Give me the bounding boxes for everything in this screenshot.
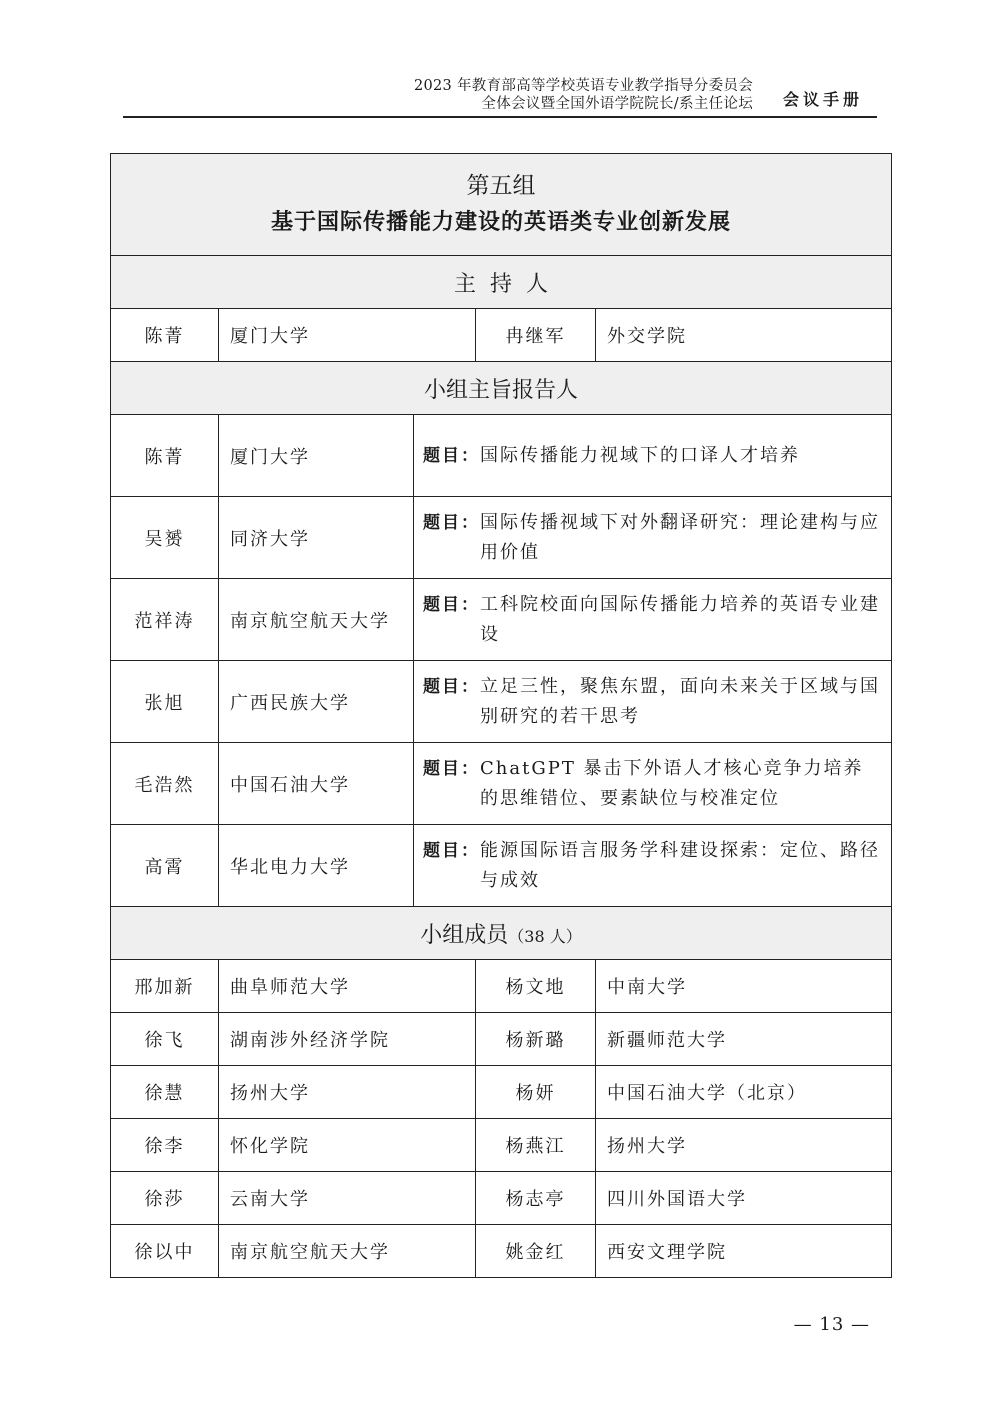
- topic-text: 国际传播能力视域下的口译人才培养: [480, 444, 800, 466]
- header-title: [414, 77, 753, 113]
- speaker-topic: [414, 661, 892, 743]
- member-row: [111, 1172, 892, 1225]
- member-row: [111, 1066, 892, 1119]
- host-unit: 厦门大学: [219, 309, 476, 362]
- speaker-unit: 中国石油大学: [219, 743, 414, 825]
- member-name: 邢加新: [111, 960, 219, 1013]
- speaker-row: [111, 497, 892, 579]
- speaker-unit: 厦门大学: [219, 415, 414, 497]
- speaker-unit: 同济大学: [219, 497, 414, 579]
- speaker-topic: [414, 415, 892, 497]
- member-row: [111, 1225, 892, 1278]
- speaker-name: 张旭: [111, 661, 219, 743]
- group-theme: 基于国际传播能力建设的英语类专业创新发展: [270, 209, 731, 235]
- speaker-name: 陈菁: [111, 415, 219, 497]
- speaker-name: 范祥涛: [111, 579, 219, 661]
- topic-text: 国际传播视域下对外翻译研究：理论建构与应用价值: [480, 511, 880, 563]
- topic-label: 题目：: [423, 445, 480, 466]
- speaker-row: [111, 825, 892, 907]
- group-name: 第五组: [466, 172, 536, 199]
- speaker-name: 毛浩然: [111, 743, 219, 825]
- header-badge: 会议手册: [782, 90, 863, 109]
- member-name: 姚金红: [476, 1225, 596, 1278]
- speaker-unit: 广西民族大学: [219, 661, 414, 743]
- member-name: 徐飞: [111, 1013, 219, 1066]
- member-name: 杨新璐: [476, 1013, 596, 1066]
- speaker-topic: [414, 825, 892, 907]
- member-name: 徐以中: [111, 1225, 219, 1278]
- hosts-heading: 主持人: [111, 256, 892, 309]
- topic-label: 题目：: [423, 676, 480, 697]
- member-unit: 怀化学院: [219, 1119, 476, 1172]
- member-name: 杨志亭: [476, 1172, 596, 1225]
- member-unit: 南京航空航天大学: [219, 1225, 476, 1278]
- members-count: （38 人）: [508, 926, 582, 946]
- speaker-unit: 华北电力大学: [219, 825, 414, 907]
- host-row: [111, 309, 892, 362]
- host-unit: 外交学院: [596, 309, 892, 362]
- speaker-row: [111, 415, 892, 497]
- member-name: 杨文地: [476, 960, 596, 1013]
- topic-text: ChatGPT 暴击下外语人才核心竞争力培养的思维错位、要素缺位与校准定位: [480, 757, 864, 809]
- member-unit: 四川外国语大学: [596, 1172, 892, 1225]
- member-unit: 西安文理学院: [596, 1225, 892, 1278]
- member-unit: 扬州大学: [596, 1119, 892, 1172]
- members-heading: 小组成员（38 人）: [111, 907, 892, 960]
- page-number: — 13 —: [793, 1314, 870, 1335]
- topic-label: 题目：: [423, 758, 480, 779]
- member-name: 徐莎: [111, 1172, 219, 1225]
- member-unit: 中国石油大学（北京）: [596, 1066, 892, 1119]
- member-unit: 云南大学: [219, 1172, 476, 1225]
- member-unit: 新疆师范大学: [596, 1013, 892, 1066]
- speaker-row: [111, 661, 892, 743]
- member-name: 徐李: [111, 1119, 219, 1172]
- page-header: [123, 74, 877, 118]
- speaker-row: [111, 579, 892, 661]
- member-name: 杨妍: [476, 1066, 596, 1119]
- topic-text: 工科院校面向国际传播能力培养的英语专业建设: [480, 593, 880, 645]
- speaker-topic: [414, 497, 892, 579]
- speaker-name: 吴赟: [111, 497, 219, 579]
- speaker-unit: 南京航空航天大学: [219, 579, 414, 661]
- speaker-topic: [414, 743, 892, 825]
- member-unit: 湖南涉外经济学院: [219, 1013, 476, 1066]
- group-title-cell: [111, 154, 892, 256]
- topic-text: 能源国际语言服务学科建设探索：定位、路径与成效: [480, 839, 880, 891]
- member-unit: 曲阜师范大学: [219, 960, 476, 1013]
- member-row: [111, 960, 892, 1013]
- speaker-row: [111, 743, 892, 825]
- header-line-1: 2023 年教育部高等学校英语专业教学指导分委员会: [413, 78, 753, 94]
- speakers-heading: 小组主旨报告人: [111, 362, 892, 415]
- speaker-topic: [414, 579, 892, 661]
- topic-label: 题目：: [423, 840, 480, 861]
- group-table: [110, 153, 892, 1278]
- member-unit: 扬州大学: [219, 1066, 476, 1119]
- member-row: [111, 1013, 892, 1066]
- speaker-name: 高霄: [111, 825, 219, 907]
- member-name: 杨燕江: [476, 1119, 596, 1172]
- member-unit: 中南大学: [596, 960, 892, 1013]
- host-name: 冉继军: [476, 309, 596, 362]
- host-name: 陈菁: [111, 309, 219, 362]
- topic-label: 题目：: [423, 594, 480, 615]
- member-row: [111, 1119, 892, 1172]
- header-line-2: 全体会议暨全国外语学院院长/系主任论坛: [481, 96, 753, 112]
- topic-text: 立足三性，聚焦东盟，面向未来关于区域与国别研究的若干思考: [480, 675, 880, 727]
- topic-label: 题目：: [423, 512, 480, 533]
- member-name: 徐慧: [111, 1066, 219, 1119]
